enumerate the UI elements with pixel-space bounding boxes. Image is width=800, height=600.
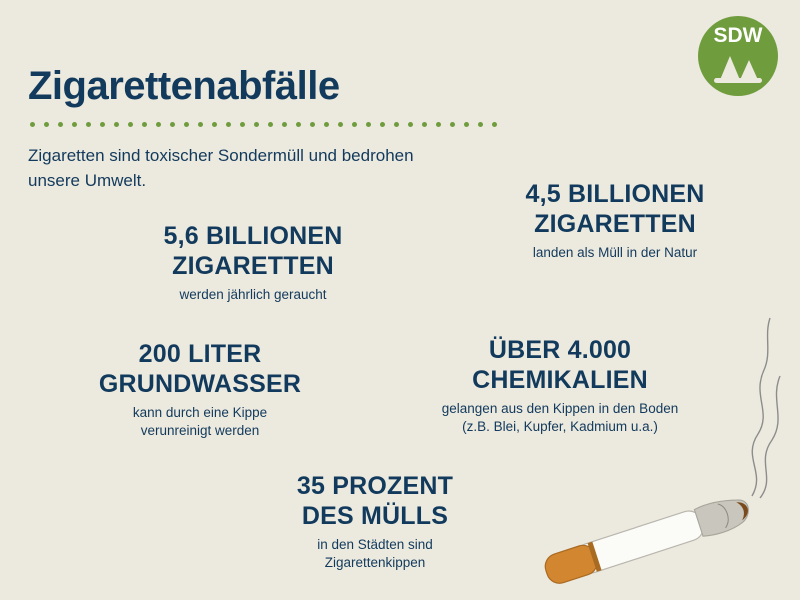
- svg-text:SDW: SDW: [713, 24, 763, 47]
- fact-cigarettes-smoked: [118, 222, 388, 304]
- fact-caption: gelangen aus den Kippen in den Boden (z.B. Blei, Kupfer, Kadmium u.a.): [441, 401, 679, 434]
- fact-headline: 4,5 BILLIONEN ZIGARETTEN: [525, 180, 705, 238]
- fact-city-trash: [240, 472, 510, 571]
- sdw-logo: [690, 8, 786, 104]
- burning-cigarette-illustration: [520, 300, 800, 600]
- dotted-divider: [30, 122, 482, 130]
- fact-caption: werden jährlich geraucht: [179, 287, 327, 302]
- fact-groundwater: [70, 340, 330, 439]
- fact-cigarettes-littered: [470, 180, 760, 262]
- fact-headline: 5,6 BILLIONEN ZIGARETTEN: [163, 222, 343, 280]
- fact-headline: 200 LITER GRUNDWASSER: [98, 340, 302, 398]
- fact-caption: in den Städten sind Zigarettenkippen: [317, 537, 433, 570]
- page-title: Zigarettenabfälle: [28, 64, 340, 108]
- fact-caption: landen als Müll in der Natur: [532, 245, 698, 260]
- fact-headline: ÜBER 4.000 CHEMIKALIEN: [472, 336, 648, 394]
- fact-caption: kann durch eine Kippe verunreinigt werden: [132, 405, 268, 438]
- fact-headline: 35 PROZENT DES MÜLLS: [296, 472, 454, 530]
- page-subtitle: Zigaretten sind toxischer Sondermüll und bedrohen unsere Umwelt.: [28, 146, 414, 190]
